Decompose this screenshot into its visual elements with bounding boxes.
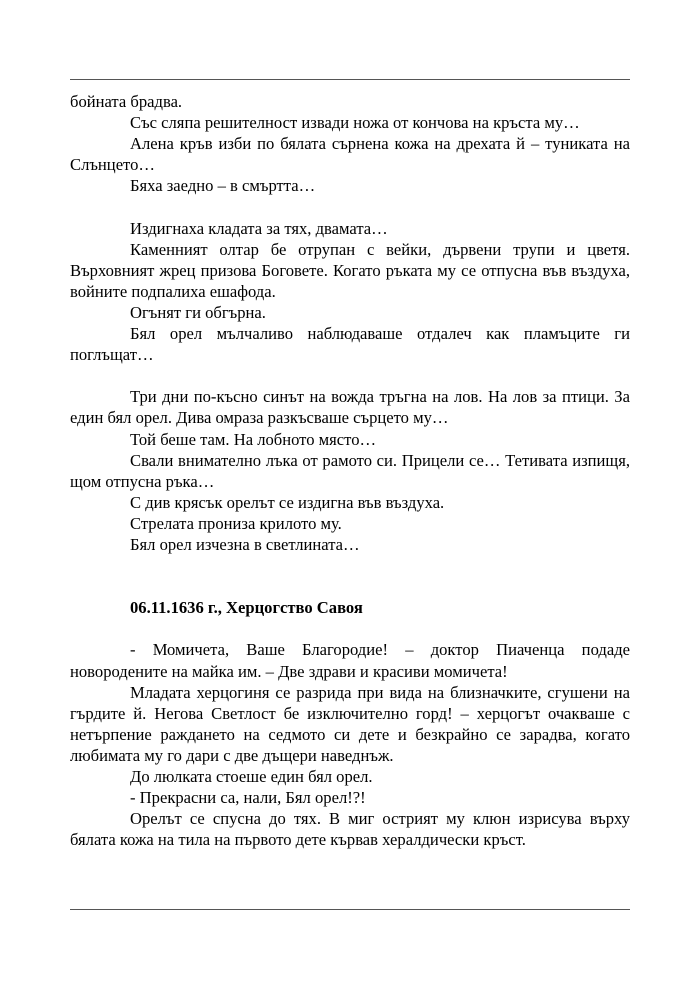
blank-line: [70, 576, 630, 597]
paragraph: Огънят ги обгърна.: [130, 302, 266, 322]
paragraph: Младата херцогиня се разрида при вида на близначките, сгушени на гърдите й. Негова Светлост бе изключително горд! – херцогът очакваше с нетърпение раждането на седмото си дете и безкрайно се зарадва, когато любимата му го дари с две дъщери наведнъж.: [70, 682, 630, 765]
paragraph: - Прекрасни са, нали, Бял орел!?!: [130, 788, 366, 808]
blank-line: [70, 618, 630, 639]
paragraph: Издигнаха кладата за тях, двамата…: [130, 218, 388, 238]
paragraph: Орелът се спусна до тях. В миг острият му клюн изрисува върху бялата кожа на тила на първото дете кървав хералдически кръст.: [70, 809, 630, 850]
paragraph: Бяха заедно – в смъртта…: [130, 176, 316, 196]
paragraph: Стрелата прониза крилото му.: [130, 513, 342, 533]
page-body: [70, 91, 630, 850]
paragraph: бойната брадва.: [70, 92, 183, 111]
section-heading: 06.11.1636 г., Херцогство Савоя: [130, 598, 363, 618]
paragraph: Свали внимателно лъка от рамото си. Прицели се… Тетивата изпищя, щом отпусна ръка…: [70, 450, 630, 491]
paragraph: Три дни по-късно синът на вожда тръгна на лов. На лов за птици. За един бял орел. Дива омраза разкъсваше сърцето му…: [70, 387, 630, 428]
paragraph: Бял орел изчезна в светлината…: [130, 534, 360, 554]
blank-line: [70, 555, 630, 576]
footer-rule: [70, 909, 630, 910]
header-rule: [70, 79, 630, 80]
paragraph: С див крясък орелът се издигна във въздуха.: [130, 492, 445, 512]
paragraph: Алена кръв изби по бялата сърнена кожа на дрехата й – туниката на Слънцето…: [70, 134, 630, 175]
paragraph: Бял орел мълчаливо наблюдаваше отдалеч как пламъците ги поглъщат…: [70, 324, 630, 365]
paragraph: До люлката стоеше един бял орел.: [130, 767, 373, 786]
paragraph: Той беше там. На лобното място…: [130, 429, 377, 449]
paragraph: Със сляпа решителност извади ножа от кончова на кръста му…: [130, 113, 580, 133]
paragraph: Каменният олтар бе отрупан с вейки, дървени трупи и цветя. Върховният жрец призова Боговете. Когато ръката му се отпусна във въздуха, войните подпалиха ешафода.: [70, 239, 630, 301]
blank-line: [70, 196, 630, 217]
blank-line: [70, 365, 630, 386]
paragraph: - Момичета, Ваше Благородие! – доктор Пиаченца подаде новородените на майка им. – Две здрави и красиви момичета!: [70, 640, 630, 681]
